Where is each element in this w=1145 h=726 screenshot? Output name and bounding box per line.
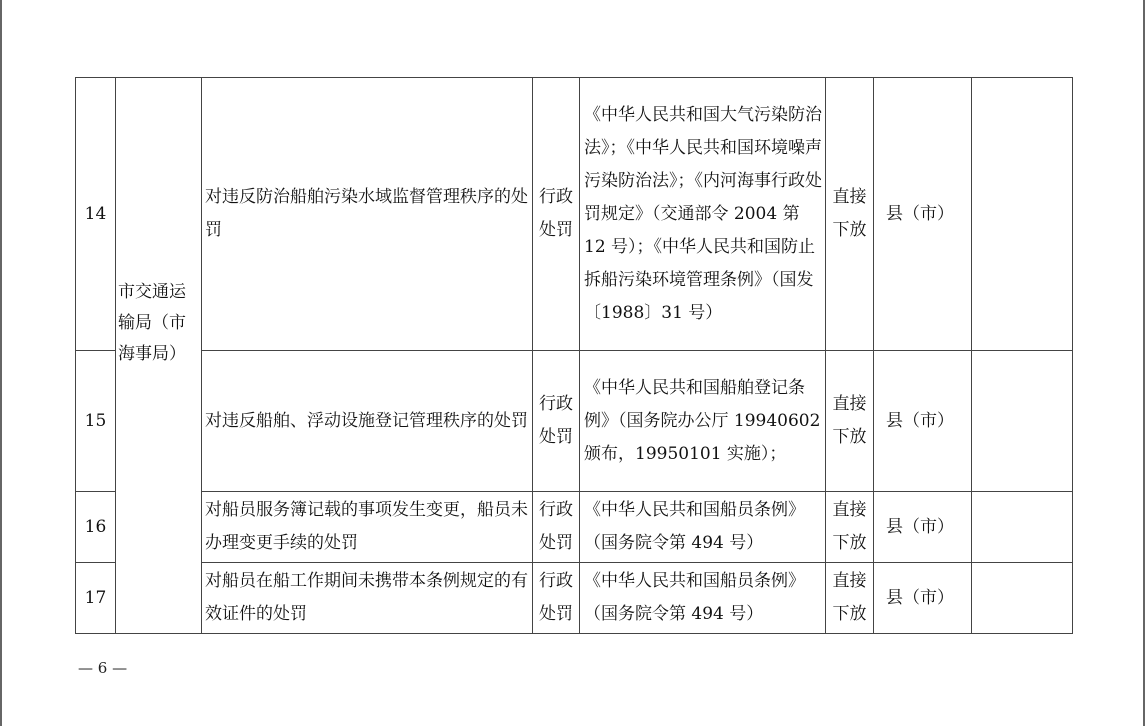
receiving-level: 县（市） bbox=[874, 563, 972, 634]
item-type: 行政处罚 bbox=[533, 351, 580, 492]
item-name: 对违反船舶、浮动设施登记管理秩序的处罚 bbox=[202, 351, 533, 492]
table-row bbox=[76, 78, 1073, 351]
page-number: — 6 — bbox=[78, 659, 128, 677]
table-row bbox=[76, 492, 1073, 563]
item-type: 行政处罚 bbox=[533, 563, 580, 634]
row-number: 15 bbox=[76, 351, 116, 492]
table-row bbox=[76, 351, 1073, 492]
remarks-cell bbox=[972, 78, 1073, 351]
legal-basis: 《中华人民共和国船员条例》（国务院令第 494 号） bbox=[580, 563, 826, 634]
table-row bbox=[76, 563, 1073, 634]
document-table bbox=[75, 77, 1073, 634]
delegation-mode: 直接下放 bbox=[826, 351, 874, 492]
delegation-mode: 直接下放 bbox=[826, 492, 874, 563]
delegation-mode: 直接下放 bbox=[826, 78, 874, 351]
row-number: 16 bbox=[76, 492, 116, 563]
receiving-level: 县（市） bbox=[874, 351, 972, 492]
row-number: 14 bbox=[76, 78, 116, 351]
legal-basis: 《中华人民共和国大气污染防治法》；《中华人民共和国环境噪声污染防治法》；《内河海事行政处罚规定》（交通部令 2004 第 12 号）；《中华人民共和国防止拆船污染环境管理条例》（国发〔1988〕31 号） bbox=[580, 78, 826, 351]
delegation-mode: 直接下放 bbox=[826, 563, 874, 634]
department-label: 市交通运输局（市海事局） bbox=[118, 282, 186, 364]
legal-basis: 《中华人民共和国船员条例》（国务院令第 494 号） bbox=[580, 492, 826, 563]
row-number: 17 bbox=[76, 563, 116, 634]
remarks-cell bbox=[972, 563, 1073, 634]
page-edge-left bbox=[0, 0, 2, 726]
remarks-cell bbox=[972, 492, 1073, 563]
item-type: 行政处罚 bbox=[533, 78, 580, 351]
receiving-level: 县（市） bbox=[874, 492, 972, 563]
item-name: 对船员在船工作期间未携带本条例规定的有效证件的处罚 bbox=[202, 563, 533, 634]
legal-basis: 《中华人民共和国船舶登记条例》（国务院办公厅 19940602 颁布，19950101 实施）； bbox=[580, 351, 826, 492]
item-name: 对违反防治船舶污染水域监督管理秩序的处罚 bbox=[202, 78, 533, 351]
remarks-cell bbox=[972, 351, 1073, 492]
department-cell bbox=[116, 78, 202, 634]
receiving-level: 县（市） bbox=[874, 78, 972, 351]
item-type: 行政处罚 bbox=[533, 492, 580, 563]
item-name: 对船员服务簿记载的事项发生变更，船员未办理变更手续的处罚 bbox=[202, 492, 533, 563]
